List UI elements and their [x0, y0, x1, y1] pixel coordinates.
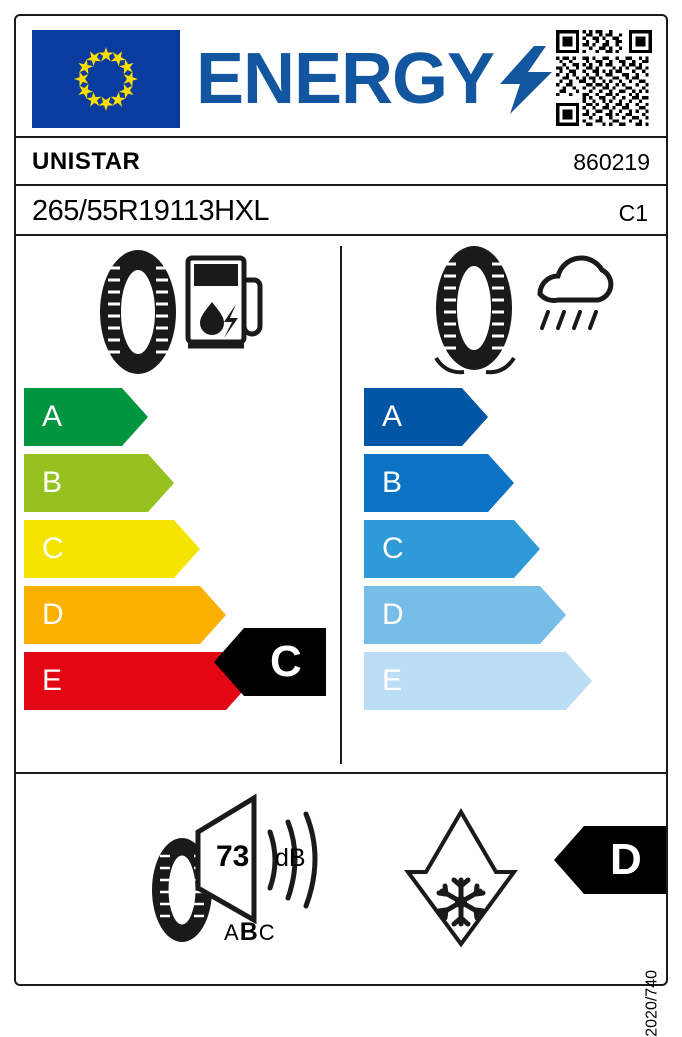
wet-grade-d-letter: D	[382, 598, 404, 631]
size-row	[16, 186, 666, 236]
wet-grade-b-letter: B	[382, 466, 403, 499]
energy-wordmark: ENERGY	[196, 39, 495, 119]
noise-class-scale	[224, 918, 276, 947]
fuel-grade-a-letter: A	[42, 400, 63, 433]
noise-snow-section	[16, 774, 666, 1037]
noise-db-value: 73	[216, 840, 250, 873]
fuel-grade-c-letter: C	[42, 532, 64, 565]
wet-selected-letter: D	[610, 835, 642, 884]
fuel-pump-tyre-icon	[86, 246, 326, 386]
noise-class-a: A	[224, 920, 240, 945]
tyre-size-designation: 265/55R19113HXL	[32, 195, 270, 227]
vertical-divider	[340, 246, 342, 764]
fuel-selected-letter: C	[270, 637, 302, 686]
wet-grade-c-letter: C	[382, 532, 404, 565]
noise-class-b-selected: B	[239, 918, 259, 946]
fuel-grade-d-letter: D	[42, 598, 64, 631]
wet-grade-a-letter: A	[382, 400, 403, 433]
tyre-class: C1	[618, 200, 648, 226]
noise-db-unit: dB	[275, 844, 306, 872]
fuel-grade-b-letter: B	[42, 466, 63, 499]
speaker-tyre-icon	[136, 792, 366, 962]
eu-flag-icon	[32, 30, 180, 128]
fuel-selected-marker	[244, 628, 326, 696]
label-header	[16, 16, 666, 138]
wet-grade-e-letter: E	[382, 664, 403, 697]
model-code: 860219	[573, 149, 650, 175]
label-date: 2020/740	[644, 970, 661, 1037]
noise-class-c: C	[258, 920, 276, 945]
rain-cloud-tyre-icon	[416, 246, 656, 386]
qr-code-icon	[556, 30, 652, 126]
3pmsf-snowflake-icon	[396, 802, 526, 952]
tyre-energy-label	[14, 14, 668, 1037]
fuel-grade-e-letter: E	[42, 664, 63, 697]
brand-name: UNISTAR	[32, 148, 141, 175]
brand-row	[16, 138, 666, 186]
lightning-bolt-icon	[500, 46, 556, 119]
